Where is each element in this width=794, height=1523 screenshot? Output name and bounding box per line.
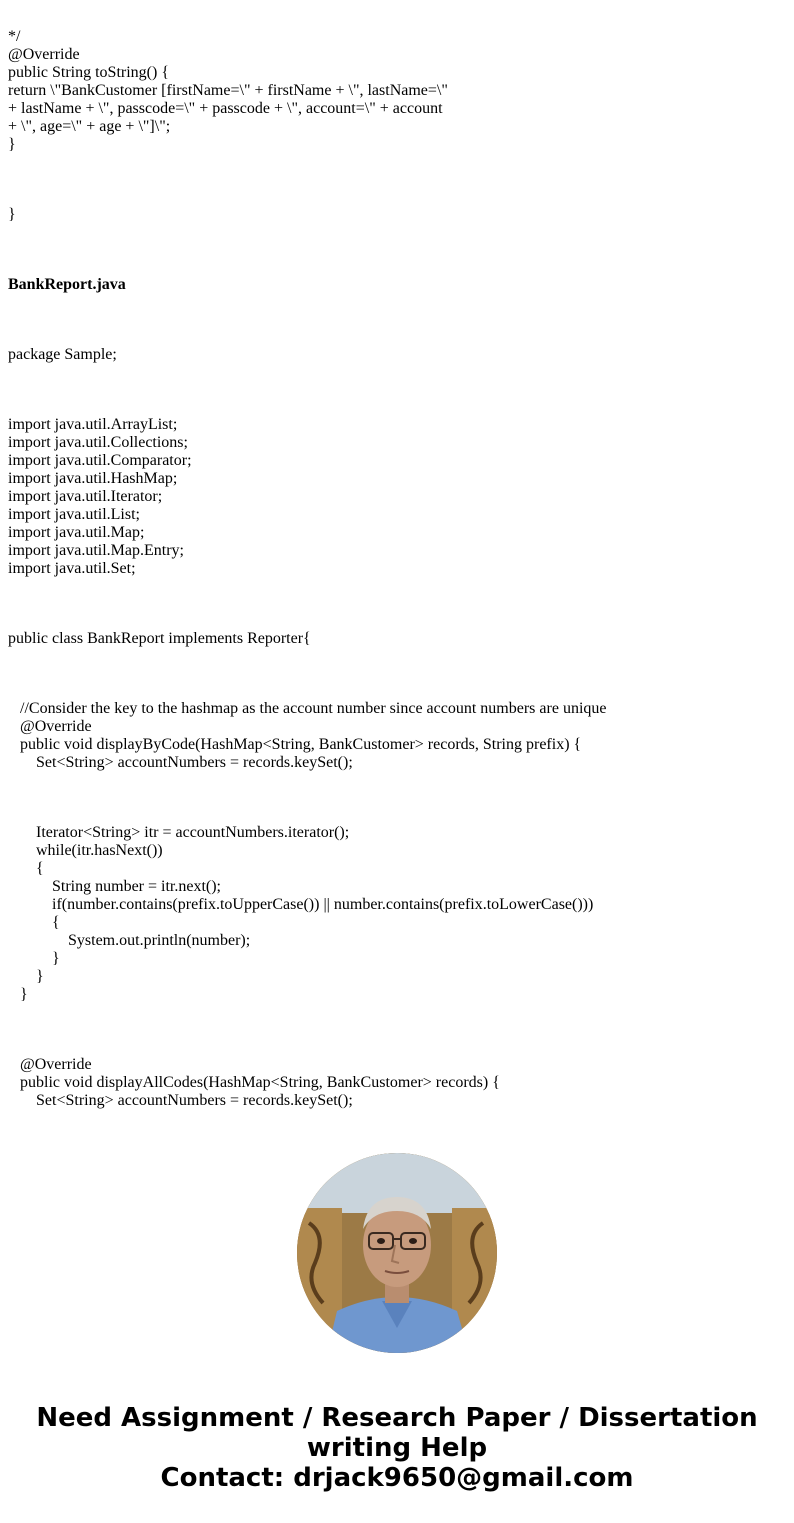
promo-contact: Contact: drjack9650@gmail.com <box>160 1463 634 1493</box>
code-line: } <box>8 136 16 153</box>
code-line: return \"BankCustomer [firstName=\" + firstName + \", lastName=\" <box>8 82 448 99</box>
author-portrait <box>297 1153 497 1353</box>
code-line: public String toString() { <box>8 64 170 81</box>
promo-line-2: writing Help <box>306 1433 488 1463</box>
class-closing-brace: } <box>8 206 16 223</box>
code-line: //Consider the key to the hashmap as the account number since account numbers are unique <box>8 700 607 717</box>
code-line: } <box>8 968 44 985</box>
code-line: String number = itr.next(); <box>8 878 221 895</box>
code-line: @Override <box>8 718 92 735</box>
code-line: } <box>8 950 60 967</box>
code-line: if(number.contains(prefix.toUpperCase()) || number.contains(prefix.toLowerCase())) <box>8 896 594 913</box>
code-line: System.out.println(number); <box>8 932 251 949</box>
method-display-by-code-body <box>8 824 794 1004</box>
tostring-section <box>8 28 794 154</box>
code-line: @Override <box>8 46 80 63</box>
code-line: public void displayAllCodes(HashMap<String, BankCustomer> records) { <box>8 1074 500 1091</box>
code-line: while(itr.hasNext()) <box>8 842 163 859</box>
code-line: { <box>8 860 44 877</box>
promo-line-1: Need Assignment / Research Paper / Dissertation <box>36 1403 758 1433</box>
code-line: import java.util.Map.Entry; <box>8 542 184 559</box>
code-line: import java.util.Iterator; <box>8 488 163 505</box>
code-line: + lastName + \", passcode=\" + passcode + \", account=\" + account <box>8 100 443 117</box>
import-list <box>8 416 794 578</box>
code-line: import java.util.Collections; <box>8 434 188 451</box>
code-line: { <box>8 914 60 931</box>
code-line: + \", age=\" + age + \"]\"; <box>8 118 171 135</box>
code-line: import java.util.HashMap; <box>8 470 178 487</box>
code-line: import java.util.List; <box>8 506 140 523</box>
code-line: import java.util.Map; <box>8 524 145 541</box>
code-line: Iterator<String> itr = accountNumbers.iterator(); <box>8 824 350 841</box>
class-declaration: public class BankReport implements Reporter{ <box>8 630 311 647</box>
code-line: public void displayByCode(HashMap<String, BankCustomer> records, String prefix) { <box>8 736 582 753</box>
code-line: import java.util.Set; <box>8 560 136 577</box>
code-line: import java.util.Comparator; <box>8 452 192 469</box>
method-display-by-code-header <box>8 700 794 772</box>
code-line: @Override <box>8 1056 92 1073</box>
code-line: } <box>8 986 28 1003</box>
code-line: import java.util.ArrayList; <box>8 416 178 433</box>
code-line: */ <box>8 28 21 45</box>
method-display-all-codes-header <box>8 1056 794 1110</box>
code-line: Set<String> accountNumbers = records.keySet(); <box>8 1092 353 1109</box>
code-line: Set<String> accountNumbers = records.keySet(); <box>8 754 353 771</box>
promo-banner <box>0 1403 794 1493</box>
author-avatar <box>297 1153 497 1353</box>
file-title: BankReport.java <box>8 276 126 293</box>
package-declaration: package Sample; <box>8 346 117 363</box>
